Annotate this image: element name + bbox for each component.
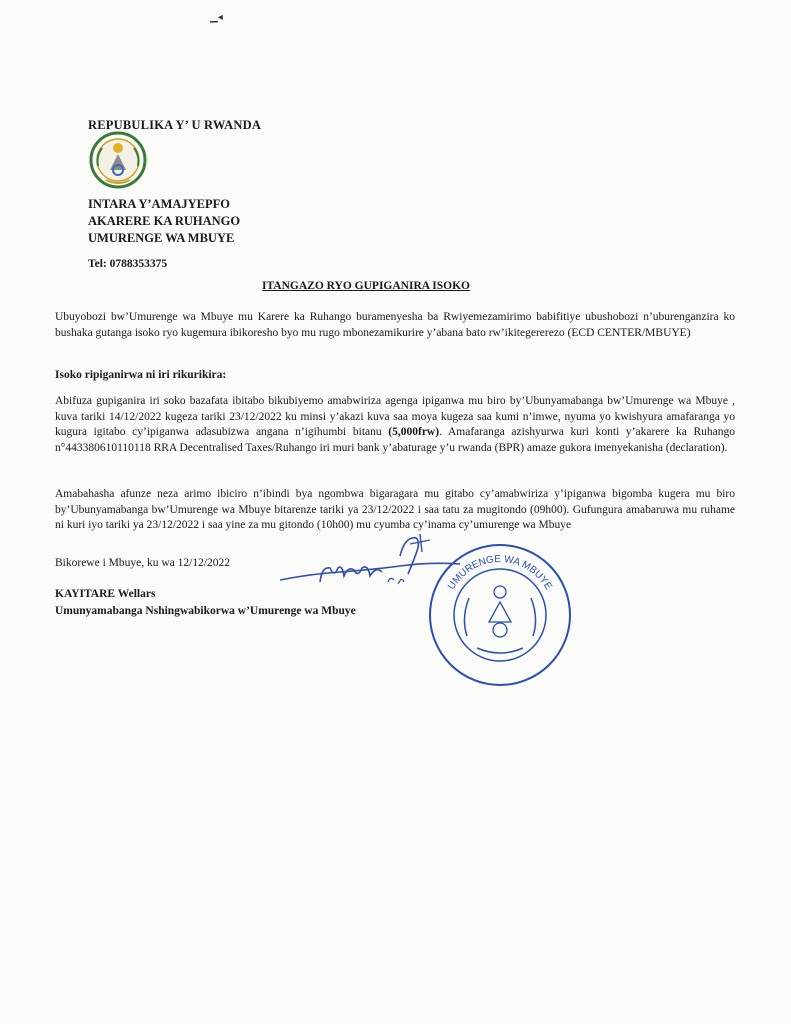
instructions-text-2: . Amafaranga azishyurwa kuri konti y’akarere ka Ruhango n°443380610110118 RRA Decentralised Taxes/Ruhango iri muri bank y’abaturage y’u rwanda (BPR) amaze gukora imenyekanisha (declaration). xyxy=(55,426,735,454)
signer-position: Umunyamabanga Nshingwabikorwa w’Umurenge wa Mbuye xyxy=(55,605,356,617)
stamp-text: UMURENGE WA MBUYE xyxy=(446,553,554,592)
official-stamp xyxy=(425,540,575,690)
instructions-paragraph xyxy=(55,394,735,456)
signer-name: KAYITARE Wellars xyxy=(55,588,156,600)
fee-amount: (5,000frw) xyxy=(388,426,440,438)
administrative-block xyxy=(88,196,240,247)
intro-paragraph: Ubuyobozi bw’Umurenge wa Mbuye mu Karere ka Ruhango buramenyesha ba Rwiyemezamirimo babifitiye ubushobozi n’uburenganzira ko bushaka gutanga isoko ryo kugemura ibikoresho byo mu rugo mbonezamikurire y’abana bato rw’ikitegererezo (ECD CENTER/MBUYE) xyxy=(55,311,735,339)
instructions-text-1: Abifuza gupiganira iri soko bazafata ibitabo bikubiyemo amabwiriza agenga ipiganwa mu biro by’Ubunyamabanga bw’Umurenge wa Mbuye , kuva tariki 14/12/2022 kugeza tariki 23/12/2022 ku minsi y’akazi kuva saa moya kugeza saa kumi n’imwe, nyuma yo kwishyura amafaranga yo kugura igitabo cy’ipiganwa adasubizwa angana n’igihumbi bitanu xyxy=(55,395,735,438)
subheading: Isoko ripiganirwa ni iri rikurikira: xyxy=(55,369,227,381)
telephone-line: Tel: 0788353375 xyxy=(88,258,168,270)
signer-block xyxy=(55,586,356,620)
sector-line: UMURENGE WA MBUYE xyxy=(88,231,235,245)
province-line: INTARA Y’AMAJYEPFO xyxy=(88,197,231,211)
date-line: Bikorewe i Mbuye, ku wa 12/12/2022 xyxy=(55,557,231,569)
rwanda-coat-of-arms-icon xyxy=(88,130,148,190)
notice-title: ITANGAZO RYO GUPIGANIRA ISOKO xyxy=(262,280,471,292)
district-line: AKARERE KA RUHANGO xyxy=(88,214,241,228)
submission-paragraph: Amabahasha afunze neza arimo ibiciro n’ibindi bya ngombwa bigaragara mu gitabo cy’amabwiriza y’ipiganwa bigomba kugera mu biro by’Ubunyamabanga bw’Umurenge wa Mbuye bitarenze tariki ya 23/12/2022 i saa tatu za mugitondo (09h00). Gufungura amabaruwa mu ruhame ni kuri iyo tariki ya 23/12/2022 i saa yine za mu gitondo (10h00) mu cyumba cy’inama cy’umurenge wa Mbuye xyxy=(55,488,735,531)
scan-speck: ▁◂ xyxy=(210,12,223,23)
country-heading: REPUBULIKA Y’ U RWANDA xyxy=(88,118,262,132)
